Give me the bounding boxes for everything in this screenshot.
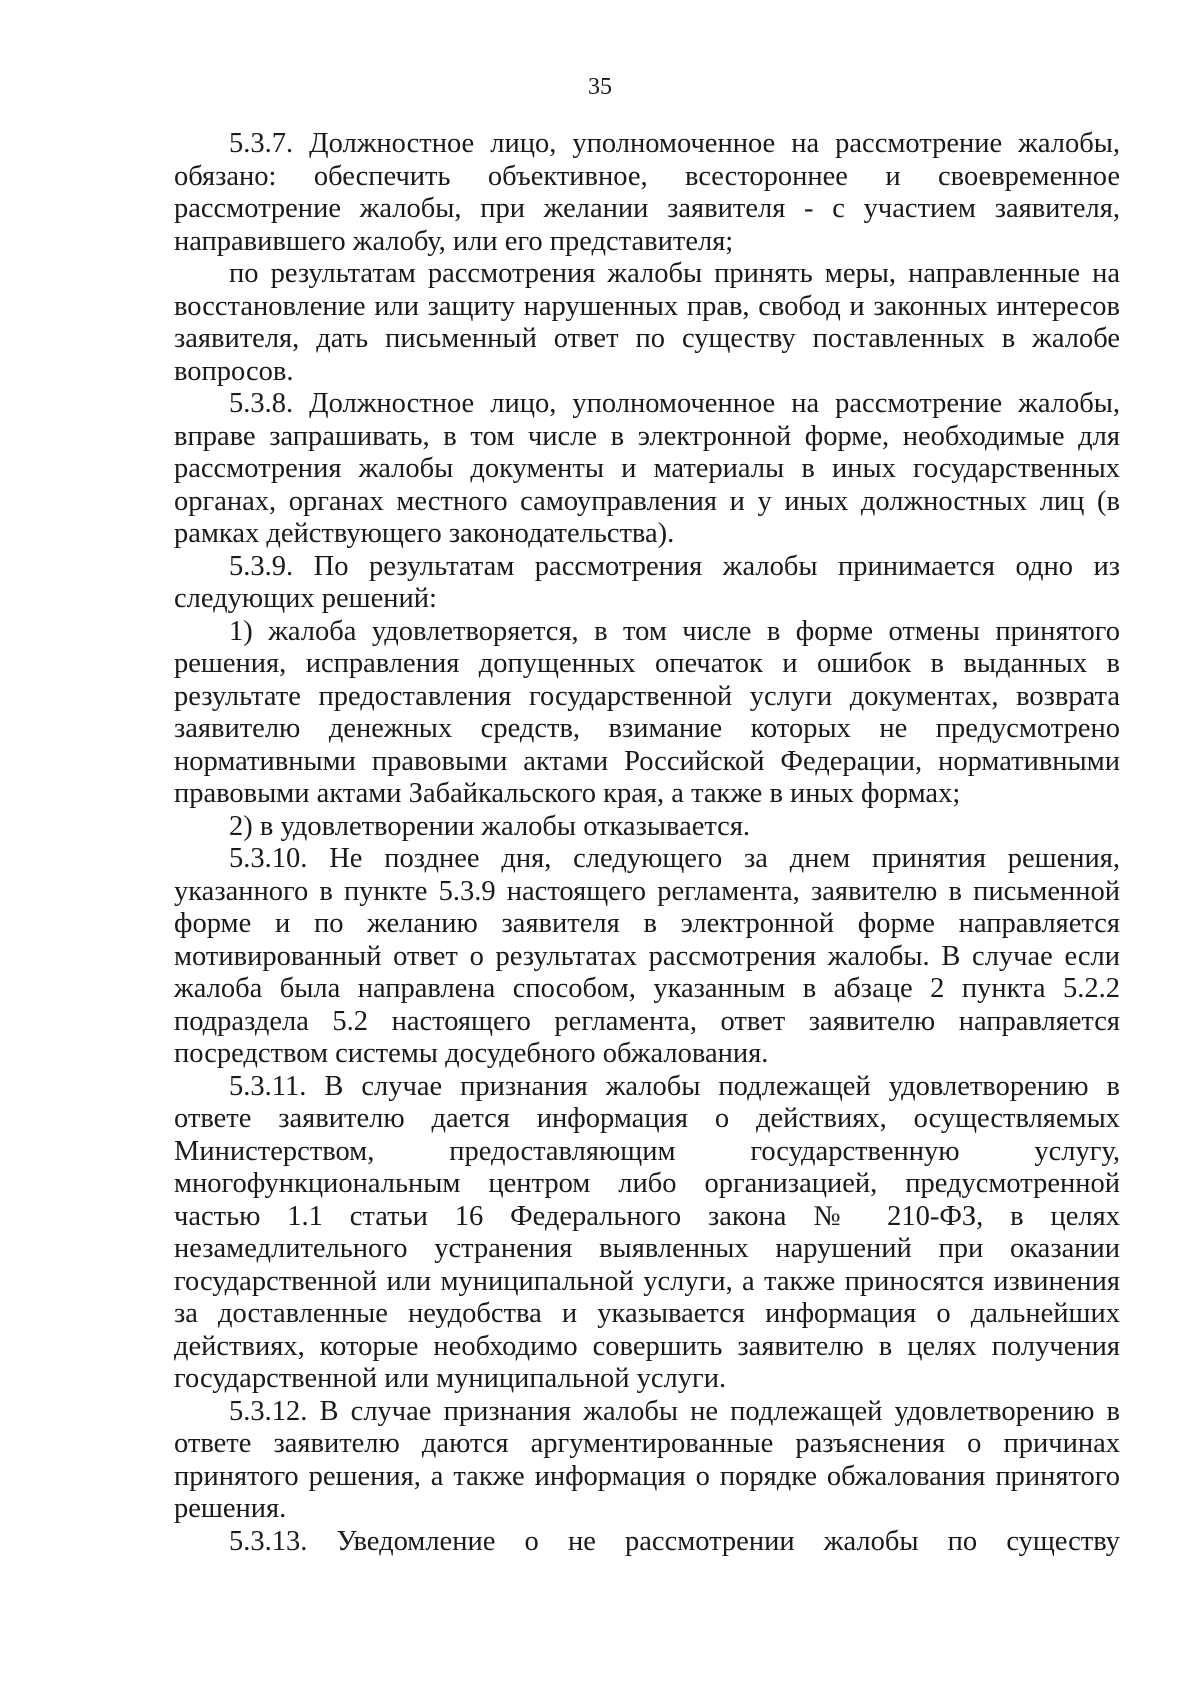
list-item-1: 1) жалоба удовлетворяется, в том числе в форме отмены принятого решения, исправления допущенных опечаток и ошибок в выданных в результате предоставления государственной услуги документах, возврата заявителю денежных средств, взимание которых не предусмотрено нормативными правовыми актами Российской Федерации, нормативными правовыми актами Забайкальского края, а также в иных формах; (174, 615, 1120, 809)
paragraph-5-3-7-continued: по результатам рассмотрения жалобы принять меры, направленные на восстановление или защиту нарушенных прав, свобод и законных интересов заявителя, дать письменный ответ по существу поставленных в жалобе вопросов. (174, 258, 1120, 387)
page-number: 35 (588, 74, 612, 100)
document-body (174, 128, 1120, 1558)
paragraph-5-3-11: 5.3.11. В случае признания жалобы подлежащей удовлетворению в ответе заявителю дается информация о действиях, осуществляемых Министерством, предоставляющим государственную услугу, многофункциональным центром либо организацией, предусмотренной частью 1.1 статьи 16 Федерального закона № 210-ФЗ, в целях незамедлительного устранения выявленных нарушений при оказании государственной или муниципальной услуги, а также приносятся извинения за доставленные неудобства и указывается информация о дальнейших действиях, которые необходимо совершить заявителю в целях получения государственной или муниципальной услуги. (174, 1070, 1120, 1394)
paragraph-5-3-9: 5.3.9. По результатам рассмотрения жалобы принимается одно из следующих решений: (174, 550, 1120, 614)
list-item-2: 2) в удовлетворении жалобы отказывается. (229, 810, 751, 842)
paragraph-5-3-10: 5.3.10. Не позднее дня, следующего за днем принятия решения, указанного в пункте 5.3.9 настоящего регламента, заявителю в письменной форме и по желанию заявителя в электронной форме направляется мотивированный ответ о результатах рассмотрения жалобы. В случае если жалоба была направлена способом, указанным в абзаце 2 пункта 5.2.2 подраздела 5.2 настоящего регламента, ответ заявителю направляется посредством системы досудебного обжалования. (174, 843, 1120, 1069)
paragraph-5-3-7: 5.3.7. Должностное лицо, уполномоченное на рассмотрение жалобы, обязано: обеспечить объективное, всестороннее и своевременное рассмотрение жалобы, при желании заявителя - с участием заявителя, направившего жалобу, или его представителя; (174, 128, 1120, 257)
paragraph-5-3-12: 5.3.12. В случае признания жалобы не подлежащей удовлетворению в ответе заявителю даются аргументированные разъяснения о причинах принятого решения, а также информация о порядке обжалования принятого решения. (174, 1395, 1120, 1524)
paragraph-5-3-13: 5.3.13. Уведомление о не рассмотрении жалобы по существу (229, 1525, 1120, 1557)
paragraph-5-3-8: 5.3.8. Должностное лицо, уполномоченное на рассмотрение жалобы, вправе запрашивать, в том числе в электронной форме, необходимые для рассмотрения жалобы документы и материалы в иных государственных органах, органах местного самоуправления и у иных должностных лиц (в рамках действующего законодательства). (174, 388, 1120, 549)
